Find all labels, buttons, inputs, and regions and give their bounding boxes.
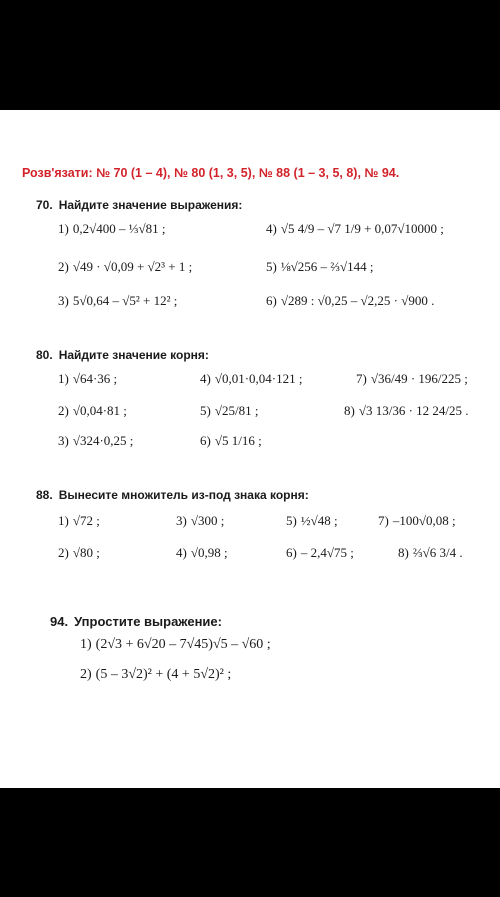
item-label: 1) — [58, 221, 69, 236]
math-expression: √300 ; — [190, 513, 225, 528]
problem-88-header — [36, 488, 309, 502]
math-expression: √5 4/9 – √7 1/9 + 0,07√10000 ; — [280, 221, 444, 236]
problem-title: Упростите выражение: — [74, 614, 222, 629]
exercise-item — [286, 544, 354, 562]
item-label: 6) — [286, 545, 297, 560]
item-label: 7) — [356, 371, 367, 386]
item-label: 1) — [80, 637, 92, 652]
exercise-item — [200, 402, 258, 420]
exercise-item — [58, 402, 127, 420]
exercise-item — [80, 636, 271, 654]
problem-number: 88. — [36, 488, 53, 502]
item-label: 3) — [58, 293, 69, 308]
math-expression: √3 13/36 · 12 24/25 . — [358, 403, 469, 418]
math-expression: ½√48 ; — [300, 513, 338, 528]
item-label: 5) — [286, 513, 297, 528]
item-label: 6) — [200, 433, 211, 448]
exercise-item — [356, 370, 468, 388]
item-label: 8) — [344, 403, 355, 418]
exercise-item — [80, 666, 231, 684]
exercise-item — [58, 220, 165, 238]
problem-number: 70. — [36, 198, 53, 212]
exercise-item — [58, 370, 117, 388]
item-label: 2) — [80, 667, 92, 682]
math-expression: ⅔√6 3/4 . — [412, 545, 463, 560]
item-label: 1) — [58, 371, 69, 386]
exercise-item — [266, 292, 434, 310]
item-label: 2) — [58, 545, 69, 560]
item-label: 2) — [58, 259, 69, 274]
item-label: 1) — [58, 513, 69, 528]
math-expression: (2√3 + 6√20 – 7√45)√5 – √60 ; — [95, 637, 271, 652]
item-label: 5) — [266, 259, 277, 274]
math-expression: √49 · √0,09 + √2³ + 1 ; — [72, 259, 193, 274]
math-expression: √5 1/16 ; — [214, 433, 262, 448]
item-label: 2) — [58, 403, 69, 418]
math-expression: √25/81 ; — [214, 403, 259, 418]
exercise-item — [58, 544, 100, 562]
math-expression: √36/49 · 196/225 ; — [370, 371, 468, 386]
exercise-item — [58, 512, 100, 530]
math-expression: √0,04·81 ; — [72, 403, 127, 418]
math-expression: √0,98 ; — [190, 545, 228, 560]
problem-title: Найдите значение корня: — [58, 348, 209, 362]
item-label: 5) — [200, 403, 211, 418]
exercise-item — [266, 220, 444, 238]
exercise-item — [398, 544, 463, 562]
exercise-item — [176, 512, 224, 530]
exercise-item — [200, 432, 262, 450]
item-label: 6) — [266, 293, 277, 308]
problem-title: Вынесите множитель из-под знака корня: — [58, 488, 309, 502]
item-label: 7) — [378, 513, 389, 528]
exercise-item — [58, 292, 177, 310]
item-label: 4) — [200, 371, 211, 386]
assignment-line: Розв'язати: № 70 (1 – 4), № 80 (1, 3, 5), № 88 (1 – 3, 5, 8), № 94. — [22, 166, 400, 180]
problem-title: Найдите значение выражения: — [58, 198, 243, 212]
item-label: 3) — [58, 433, 69, 448]
item-label: 4) — [266, 221, 277, 236]
math-expression: √289 : √0,25 – √2,25 · √900 . — [280, 293, 435, 308]
problem-number: 94. — [50, 614, 69, 629]
exercise-item — [58, 432, 133, 450]
exercise-item — [266, 258, 373, 276]
exercise-item — [344, 402, 469, 420]
item-label: 4) — [176, 545, 187, 560]
math-expression: – 2,4√75 ; — [300, 545, 354, 560]
problem-94-header — [50, 614, 222, 629]
exercise-item — [200, 370, 303, 388]
item-label: 8) — [398, 545, 409, 560]
exercise-item — [286, 512, 338, 530]
math-expression: (5 – 3√2)² + (4 + 5√2)² ; — [95, 667, 232, 682]
item-label: 3) — [176, 513, 187, 528]
math-expression: √80 ; — [72, 545, 100, 560]
exercise-item — [176, 544, 228, 562]
math-expression: –100√0,08 ; — [392, 513, 456, 528]
math-expression: √324·0,25 ; — [72, 433, 134, 448]
math-expression: ⅛√256 – ⅔√144 ; — [280, 259, 374, 274]
math-expression: 0,2√400 – ⅓√81 ; — [72, 221, 166, 236]
problem-80-header — [36, 348, 209, 362]
math-expression: √0,01·0,04·121 ; — [214, 371, 303, 386]
problem-number: 80. — [36, 348, 53, 362]
exercise-item — [58, 258, 192, 276]
textbook-page — [0, 110, 500, 788]
exercise-item — [378, 512, 456, 530]
math-expression: 5√0,64 – √5² + 12² ; — [72, 293, 178, 308]
problem-70-header — [36, 198, 242, 212]
math-expression: √64·36 ; — [72, 371, 118, 386]
math-expression: √72 ; — [72, 513, 100, 528]
